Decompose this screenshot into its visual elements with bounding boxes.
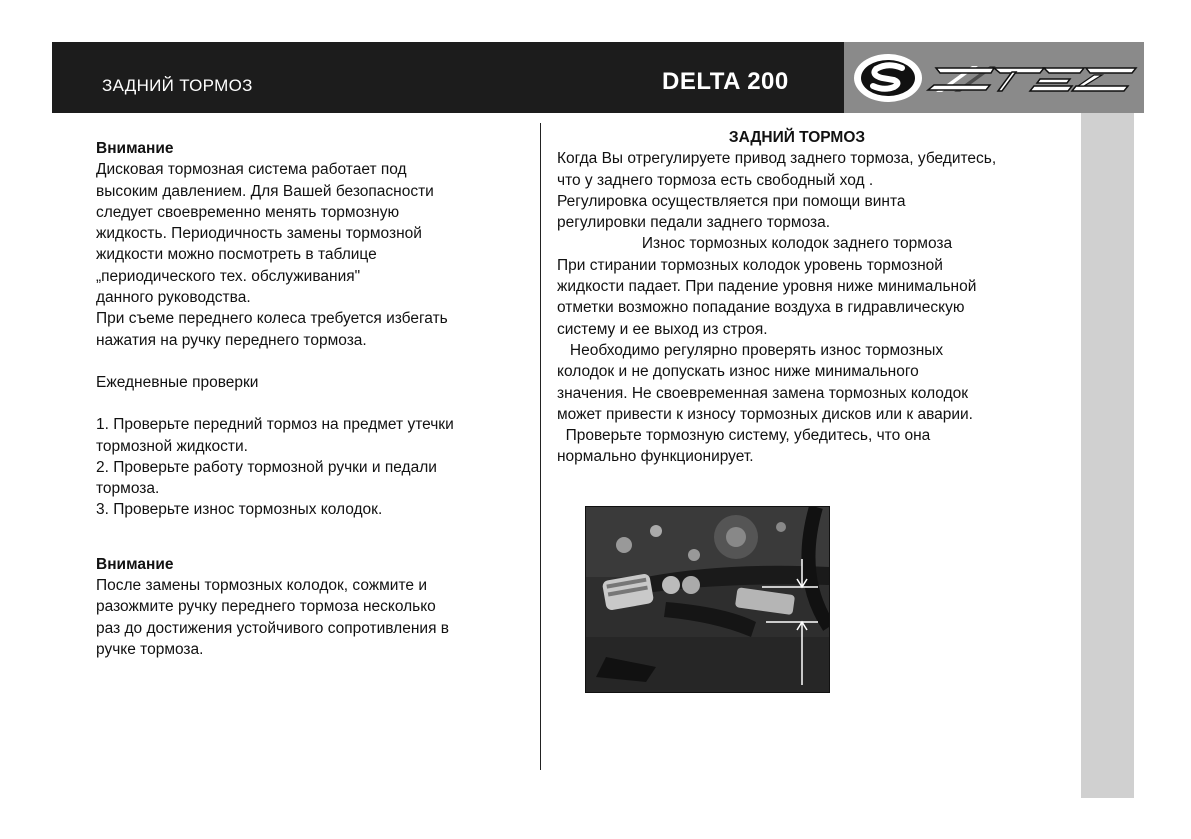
text-line: жидкость. Периодичность замены тормозной [96,225,422,243]
left-column [96,138,526,660]
subtitle: Износ тормозных колодок заднего тормоза [641,235,953,253]
section-title: ЗАДНИЙ ТОРМОЗ [102,76,253,95]
text-line: После замены тормозных колодок, сожмите и [96,577,427,595]
right-column [557,127,1067,468]
check-line: 2. Проверьте работу тормозной ручки и педали [96,458,437,476]
text-line: Необходимо регулярно проверять износ тормозных [557,341,944,359]
text-line: При стирании тормозных колодок уровень тормозной [557,256,943,274]
text-line: следует своевременно менять тормозную [96,203,400,221]
text-line: разожмите ручку переднего тормоза несколько [96,598,436,616]
text-line: Регулировка осуществляется при помощи винта [557,192,906,210]
text-line: жидкости падает. При падение уровня ниже минимальной [557,278,977,296]
side-strip [1081,113,1134,798]
text-line: нормально функционирует. [557,448,754,466]
brake-pedal-photo [585,506,830,693]
text-line: „периодического тех. обслуживания" [96,267,361,285]
text-line: раз до достижения устойчивого сопротивления в [96,619,450,637]
text-line: высоким давлением. Для Вашей безопасности [96,182,434,200]
text-line: При съеме переднего колеса требуется избегать [96,310,448,328]
text-line: отметки возможно попадание воздуха в гидравлическую [557,299,965,317]
text-line: жидкости можно посмотреть в таблице [96,246,377,264]
check-line: 3. Проверьте износ тормозных колодок. [96,501,383,519]
text-line: регулировки педали заднего тормоза. [557,214,831,232]
model-name: DELTA 200 [662,68,789,95]
text-line: Дисковая тормозная система работает под [96,161,407,179]
check-line: 1. Проверьте передний тормоз на предмет утечки [96,416,454,434]
warning-title: Внимание [96,140,174,157]
text-line: что у заднего тормоза есть свободный ход . [557,171,874,189]
text-line: данного руководства. [96,289,251,307]
page-header [52,42,1144,113]
brand-logo [844,42,1144,113]
check-line: тормоза. [96,480,160,498]
text-line: может привести к износу тормозных дисков или к аварии. [557,405,973,423]
text-line: ручке тормоза. [96,640,204,658]
text-line: колодок и не допускать износ ниже минимального [557,363,919,381]
daily-checks-title: Ежедневные проверки [96,373,259,391]
text-line: значения. Не своевременная замена тормозных колодок [557,384,969,402]
brake-pedal-image [586,507,829,692]
stels-logo-icon [844,42,1144,113]
check-line: тормозной жидкости. [96,437,248,455]
text-line: систему и ее выход из строя. [557,320,768,338]
text-line: Когда Вы отрегулируете привод заднего тормоза, убедитесь, [557,150,997,168]
column-divider [540,123,541,770]
right-title: ЗАДНИЙ ТОРМОЗ [728,129,866,146]
text-line: нажатия на ручку переднего тормоза. [96,331,367,349]
text-line: Проверьте тормозную систему, убедитесь, что она [557,427,931,445]
warning-title: Внимание [96,555,174,573]
